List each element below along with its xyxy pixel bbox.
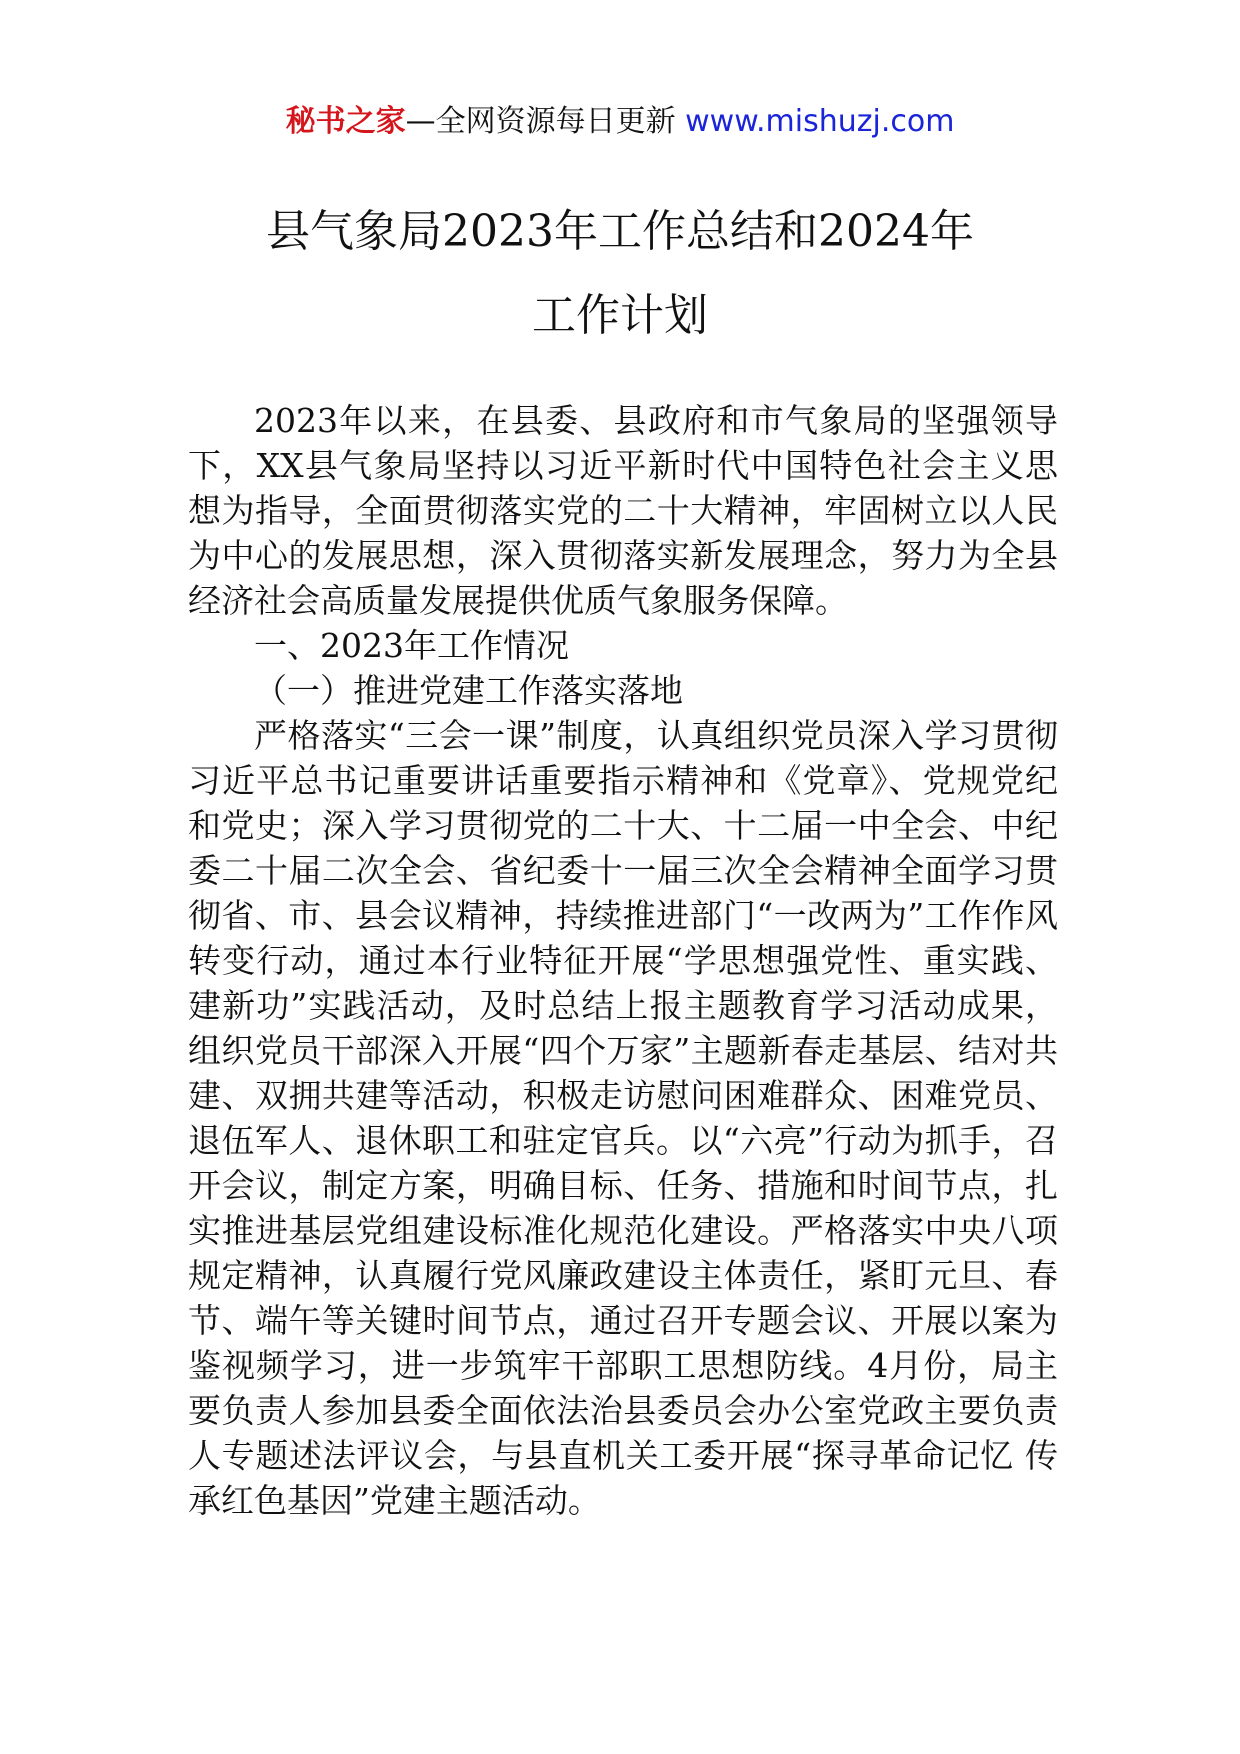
body-paragraph: 严格落实“三会一课”制度，认真组织党员深入学习贯彻习近平总书记重要讲话重要指示精神和《党章》、党规党纪和党史；深入学习贯彻党的二十大、十二届一中全会、中纪委二十届二次全会、省纪委十一届三次全会精神全面学习贯彻省、市、县会议精神，持续推进部门“一改两为”工作作风转变行动，通过本行业特征开展“学思想强党性、重实践、建新功”实践活动，及时总结上报主题教育学习活动成果，组织党员干部深入开展“四个万家”主题新春走基层、结对共建、双拥共建等活动，积极走访慰问困难群众、困难党员、退伍军人、退休职工和驻定官兵。以“六亮”行动为抓手，召开会议，制定方案，明确目标、任务、措施和时间节点，扎实推进基层党组建设标准化规范化建设。严格落实中央八项规定精神，认真履行党风廉政建设主体责任，紧盯元旦、春节、端午等关键时间节点，通过召开专题会议、开展以案为鉴视频学习，进一步筑牢干部职工思想防线。4月份，局主要负责人参加县委全面依法治县委员会办公室党政主要负责人专题述法评议会，与县直机关工委开展“探寻革命记忆 传承红色基因”党建主题活动。 <box>188 716 1058 1520</box>
site-header <box>0 100 1240 144</box>
document-title <box>150 190 1090 358</box>
intro-paragraph: 2023年以来，在县委、县政府和市气象局的坚强领导下，XX县气象局坚持以习近平新时代中国特色社会主义思想为指导，全面贯彻落实党的二十大精神，牢固树立以人民为中心的发展思想，深入贯彻落实新发展理念，努力为全县经济社会高质量发展提供优质气象服务保障。 <box>188 401 1058 620</box>
site-url-link[interactable]: www.mishuzj.com <box>685 104 955 139</box>
header-tagline: —全网资源每日更新 <box>405 104 676 139</box>
title-line-1: 县气象局2023年工作总结和2024年 <box>266 206 974 257</box>
subsection-heading: （一）推进党建工作落实落地 <box>254 671 683 710</box>
section-heading: 一、2023年工作情况 <box>254 626 569 665</box>
title-line-2: 工作计划 <box>532 290 708 341</box>
brand-name: 秘书之家 <box>285 104 406 139</box>
document-body <box>188 398 1058 1523</box>
